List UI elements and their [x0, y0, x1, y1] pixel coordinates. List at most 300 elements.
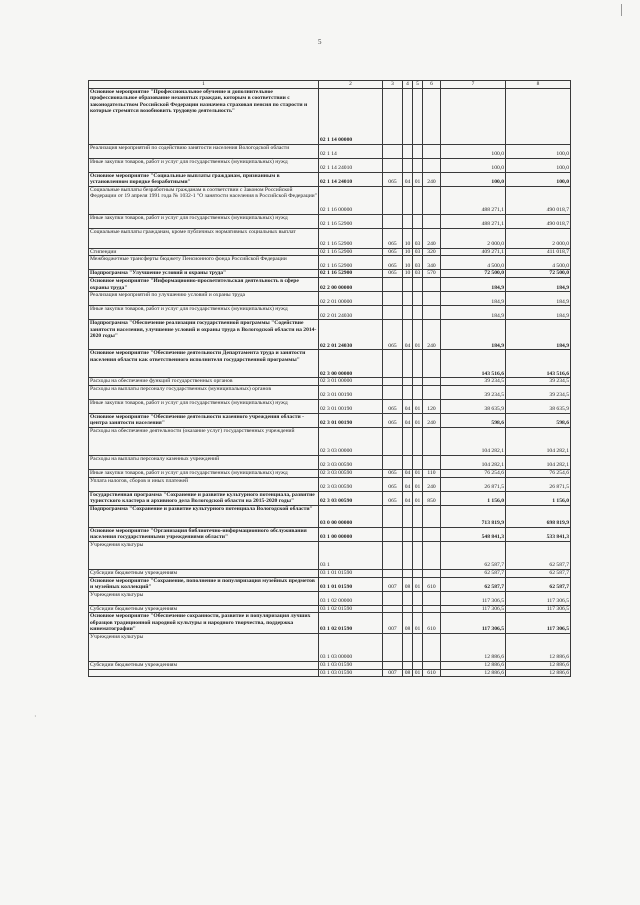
row-code: 03 1 [319, 541, 383, 569]
row-name: Основное мероприятие "Информационно-просветительская деятельность в сфере охраны труда" [89, 277, 319, 291]
row-code: 03 1 01 01590 [319, 577, 383, 591]
row-name: Расходы на выплаты персоналу казенных учреждений [89, 455, 319, 469]
row-pr [413, 605, 423, 613]
row-sum-2: 72 500,0 [506, 270, 571, 278]
table-row [89, 248, 571, 256]
row-sum-2: 117 306,5 [506, 591, 571, 605]
row-sum-2: 184,9 [506, 277, 571, 291]
row-vr: 110 [423, 469, 441, 477]
row-sum-2: 100,0 [506, 144, 571, 158]
row-sum-2: 698 819,9 [506, 505, 571, 527]
row-sum-1: 38 635,9 [441, 399, 506, 413]
row-rz [403, 527, 413, 541]
row-ved: 065 [383, 228, 403, 248]
row-rz: 10 [403, 256, 413, 270]
row-name: Основное мероприятие "Сохранение, пополнение и популяризация музейных предметов и музейных коллекций" [89, 577, 319, 591]
row-code: 02 1 16 52900 [319, 228, 383, 248]
row-rz [403, 378, 413, 386]
row-rz [403, 569, 413, 577]
row-sum-2: 100,0 [506, 172, 571, 186]
row-pr: 03 [413, 256, 423, 270]
row-vr: 240 [423, 477, 441, 491]
row-rz [403, 505, 413, 527]
row-pr [413, 277, 423, 291]
row-name: Основное мероприятие "Профессиональное обучение и дополнительное профессиональное образование незанятых граждан, которым в соответствии с законодательством Российской Федерации назначена страховая пенсия по старости и которые стремятся возобновить трудовую деятельность" [89, 88, 319, 144]
table-row [89, 591, 571, 605]
row-ved: 065 [383, 320, 403, 350]
page-number: 5 [318, 38, 322, 46]
row-name [89, 669, 319, 677]
row-rz [403, 385, 413, 399]
row-sum-1: 76 254,6 [441, 469, 506, 477]
row-code: 02 1 14 00000 [319, 88, 383, 144]
row-ved: 007 [383, 613, 403, 634]
row-sum-2: 598,6 [506, 413, 571, 427]
row-code: 02 2 00 00000 [319, 277, 383, 291]
row-ved [383, 277, 403, 291]
row-sum-1: 12 886,6 [441, 634, 506, 662]
row-pr: 01 [413, 320, 423, 350]
row-name: Межбюджетные трансферты бюджету Пенсионного фонда Российской Федерации [89, 256, 319, 270]
table-row [89, 214, 571, 228]
row-ved: 065 [383, 248, 403, 256]
col-header: 7 [441, 81, 506, 89]
row-sum-1: 2 000,0 [441, 228, 506, 248]
row-ved: 007 [383, 669, 403, 677]
row-sum-1: 117 306,5 [441, 591, 506, 605]
row-rz: 08 [403, 669, 413, 677]
row-sum-2: 38 635,9 [506, 399, 571, 413]
table-row [89, 228, 571, 248]
row-name: Иные закупки товаров, работ и услуг для государственных (муниципальных) нужд [89, 399, 319, 413]
row-pr: 03 [413, 228, 423, 248]
table-row [89, 385, 571, 399]
row-vr: 850 [423, 491, 441, 505]
row-rz [403, 186, 413, 214]
row-pr: 01 [413, 491, 423, 505]
col-header: 6 [423, 81, 441, 89]
table-row [89, 577, 571, 591]
table-row [89, 88, 571, 144]
row-name: Учреждения культуры [89, 591, 319, 605]
table-row [89, 399, 571, 413]
row-sum-2: 1 156,0 [506, 491, 571, 505]
row-rz: 04 [403, 172, 413, 186]
row-sum-1: 184,9 [441, 320, 506, 350]
row-ved [383, 186, 403, 214]
row-vr: 320 [423, 248, 441, 256]
row-vr: 610 [423, 577, 441, 591]
row-vr [423, 541, 441, 569]
row-sum-1: 104 282,1 [441, 427, 506, 455]
row-ved [383, 144, 403, 158]
row-sum-2 [506, 88, 571, 144]
table-row [89, 469, 571, 477]
row-rz: 04 [403, 491, 413, 505]
row-name: Учреждения культуры [89, 634, 319, 662]
row-sum-1: 12 886,6 [441, 662, 506, 670]
row-code: 03 1 02 01590 [319, 613, 383, 634]
row-code: 02 1 16 52900 [319, 248, 383, 256]
col-header: 8 [506, 81, 571, 89]
row-code: 03 1 03 01590 [319, 669, 383, 677]
row-vr [423, 186, 441, 214]
table-row [89, 144, 571, 158]
row-pr [413, 455, 423, 469]
row-sum-1: 39 234,5 [441, 378, 506, 386]
row-name: Иные закупки товаров, работ и услуг для государственных (муниципальных) нужд [89, 469, 319, 477]
row-rz [403, 591, 413, 605]
row-rz: 04 [403, 413, 413, 427]
row-code: 02 1 16 52900 [319, 270, 383, 278]
row-ved [383, 527, 403, 541]
table-row [89, 541, 571, 569]
col-header: 3 [383, 81, 403, 89]
row-sum-1: 104 282,1 [441, 455, 506, 469]
row-sum-2: 184,9 [506, 292, 571, 306]
row-sum-2: 62 587,7 [506, 577, 571, 591]
row-pr: 01 [413, 399, 423, 413]
row-vr [423, 455, 441, 469]
row-rz [403, 662, 413, 670]
row-name: Основное мероприятие "Организация библиотечно-информационного обслуживания населения государственными учреждениями области" [89, 527, 319, 541]
row-code: 02 3 01 00190 [319, 413, 383, 427]
row-ved [383, 427, 403, 455]
row-ved [383, 591, 403, 605]
row-pr [413, 158, 423, 172]
table-row [89, 306, 571, 320]
row-sum-2: 12 886,6 [506, 662, 571, 670]
row-sum-2: 104 282,1 [506, 455, 571, 469]
table-row [89, 292, 571, 306]
table-row [89, 256, 571, 270]
row-ved [383, 214, 403, 228]
row-pr [413, 427, 423, 455]
row-pr [413, 214, 423, 228]
row-ved [383, 662, 403, 670]
row-rz [403, 634, 413, 662]
row-ved [383, 541, 403, 569]
row-pr [413, 385, 423, 399]
row-rz [403, 292, 413, 306]
row-sum-1: 548 841,3 [441, 527, 506, 541]
row-vr [423, 158, 441, 172]
row-vr [423, 605, 441, 613]
row-ved: 065 [383, 256, 403, 270]
row-code: 02 3 01 00190 [319, 399, 383, 413]
row-code: 02 2 01 24030 [319, 306, 383, 320]
row-sum-1: 184,9 [441, 306, 506, 320]
row-code: 02 2 01 24030 [319, 320, 383, 350]
row-sum-2: 184,9 [506, 320, 571, 350]
row-code: 02 3 01 00000 [319, 378, 383, 386]
row-rz [403, 144, 413, 158]
col-header: 5 [413, 81, 423, 89]
row-ved: 065 [383, 399, 403, 413]
row-pr: 01 [413, 669, 423, 677]
row-pr: 01 [413, 413, 423, 427]
row-sum-2: 117 306,5 [506, 613, 571, 634]
row-ved [383, 569, 403, 577]
budget-table [88, 80, 571, 677]
row-sum-2: 39 234,5 [506, 378, 571, 386]
row-rz: 10 [403, 270, 413, 278]
row-pr [413, 306, 423, 320]
row-rz [403, 277, 413, 291]
table-row [89, 427, 571, 455]
row-rz: 04 [403, 469, 413, 477]
row-ved [383, 292, 403, 306]
row-code: 03 1 03 00000 [319, 634, 383, 662]
row-ved: 065 [383, 469, 403, 477]
table-row [89, 378, 571, 386]
row-rz [403, 455, 413, 469]
row-vr [423, 378, 441, 386]
row-name: Субсидии бюджетным учреждениям [89, 569, 319, 577]
row-sum-2: 184,9 [506, 306, 571, 320]
row-rz: 04 [403, 477, 413, 491]
table-row [89, 634, 571, 662]
row-vr [423, 306, 441, 320]
column-number-row [89, 81, 571, 89]
row-vr [423, 214, 441, 228]
row-name: Расходы на обеспечение функций государственных органов [89, 378, 319, 386]
row-sum-2: 533 841,3 [506, 527, 571, 541]
row-name: Основное мероприятие "Обеспечение деятельности Департамента труда и занятости населения области как ответственного исполнителя государственной программы" [89, 350, 319, 378]
row-vr: 120 [423, 399, 441, 413]
row-vr [423, 662, 441, 670]
row-rz: 04 [403, 320, 413, 350]
row-sum-2: 12 886,6 [506, 634, 571, 662]
row-sum-1: 488 271,1 [441, 186, 506, 214]
row-rz [403, 88, 413, 144]
row-vr: 570 [423, 270, 441, 278]
row-sum-1: 62 587,7 [441, 577, 506, 591]
table-row [89, 277, 571, 291]
row-code: 02 1 14 [319, 144, 383, 158]
row-ved [383, 605, 403, 613]
row-vr: 240 [423, 228, 441, 248]
row-name: Уплата налогов, сборов и иных платежей [89, 477, 319, 491]
row-code: 03 1 02 01590 [319, 605, 383, 613]
row-sum-1 [441, 88, 506, 144]
row-name: Реализация мероприятий по улучшению условий и охраны труда [89, 292, 319, 306]
row-vr [423, 88, 441, 144]
row-sum-2: 104 282,1 [506, 427, 571, 455]
table-row [89, 186, 571, 214]
row-name: Расходы на выплаты персоналу государственных (муниципальных) органов [89, 385, 319, 399]
col-header: 2 [319, 81, 383, 89]
row-name: Основное мероприятие "Социальные выплаты гражданам, признанным в установленном порядке безработными" [89, 172, 319, 186]
table-row [89, 158, 571, 172]
row-vr [423, 527, 441, 541]
row-sum-1: 100,0 [441, 172, 506, 186]
row-rz: 08 [403, 577, 413, 591]
row-rz [403, 158, 413, 172]
row-sum-1: 62 587,7 [441, 541, 506, 569]
row-code: 02 1 16 52900 [319, 256, 383, 270]
row-rz [403, 214, 413, 228]
row-vr [423, 569, 441, 577]
row-code: 03 0 00 00000 [319, 505, 383, 527]
row-sum-2: 490 018,7 [506, 214, 571, 228]
row-name: Субсидии бюджетным учреждениям [89, 605, 319, 613]
row-sum-2: 62 587,7 [506, 569, 571, 577]
row-sum-1: 488 271,1 [441, 214, 506, 228]
table-row [89, 320, 571, 350]
row-vr [423, 505, 441, 527]
row-vr: 240 [423, 320, 441, 350]
row-rz [403, 427, 413, 455]
row-vr: 610 [423, 613, 441, 634]
row-sum-1: 143 516,6 [441, 350, 506, 378]
row-pr: 03 [413, 248, 423, 256]
row-code: 02 3 00 00000 [319, 350, 383, 378]
row-sum-1: 184,9 [441, 292, 506, 306]
row-ved: 065 [383, 491, 403, 505]
row-vr [423, 144, 441, 158]
row-ved [383, 350, 403, 378]
row-sum-1: 1 156,0 [441, 491, 506, 505]
row-ved [383, 306, 403, 320]
row-pr: 01 [413, 477, 423, 491]
row-pr [413, 569, 423, 577]
row-rz: 08 [403, 613, 413, 634]
row-pr [413, 505, 423, 527]
row-vr: 340 [423, 256, 441, 270]
row-code: 02 3 03 00000 [319, 427, 383, 455]
row-sum-1: 100,0 [441, 144, 506, 158]
row-rz [403, 605, 413, 613]
row-sum-2: 100,0 [506, 158, 571, 172]
row-sum-2: 411 018,7 [506, 248, 571, 256]
table-body [89, 88, 571, 677]
row-ved [383, 505, 403, 527]
table-row [89, 662, 571, 670]
row-vr: 610 [423, 669, 441, 677]
row-pr: 01 [413, 172, 423, 186]
row-name: Социальные выплаты безработным гражданам в соответствии с Законом Российской Федерации от 19 апреля 1991 года № 1032-1 "О занятости населения в Российской Федерации" [89, 186, 319, 214]
row-rz [403, 306, 413, 320]
table-row [89, 455, 571, 469]
row-sum-2: 26 871,5 [506, 477, 571, 491]
row-sum-2: 62 587,7 [506, 541, 571, 569]
row-code: 03 1 01 01590 [319, 569, 383, 577]
row-ved: 065 [383, 270, 403, 278]
row-name: Подпрограмма "Улучшение условий и охраны труда" [89, 270, 319, 278]
row-sum-2: 4 500,0 [506, 256, 571, 270]
table-row [89, 350, 571, 378]
row-code: 02 1 14 24010 [319, 172, 383, 186]
row-name: Основное мероприятие "Обеспечение деятельности казенного учреждения области - центра занятости населения" [89, 413, 319, 427]
row-name: Стипендии [89, 248, 319, 256]
row-ved [383, 385, 403, 399]
table-row [89, 491, 571, 505]
row-code: 02 1 14 24010 [319, 158, 383, 172]
row-sum-2: 76 254,6 [506, 469, 571, 477]
row-ved [383, 455, 403, 469]
scan-mark [621, 4, 622, 16]
row-pr [413, 541, 423, 569]
row-code: 02 1 16 00000 [319, 186, 383, 214]
row-pr [413, 292, 423, 306]
row-ved: 065 [383, 413, 403, 427]
row-sum-1: 26 871,5 [441, 477, 506, 491]
row-ved: 065 [383, 477, 403, 491]
row-code: 02 1 16 52900 [319, 214, 383, 228]
row-name: Подпрограмма "Сохранение и развитие культурного потенциала Вологодской области" [89, 505, 319, 527]
row-name: Подпрограмма "Обеспечение реализации государственной программы "Содействие занятости населения, улучшение условий и охраны труда в Вологодской области на 2014-2020 годы" [89, 320, 319, 350]
row-rz: 10 [403, 248, 413, 256]
row-name: Расходы на обеспечение деятельности (оказание услуг) государственных учреждений [89, 427, 319, 455]
row-sum-1: 117 306,5 [441, 613, 506, 634]
row-name: Государственная программа "Сохранение и развитие культурного потенциала, развитие туристского кластера и архивного дела Вологодской области на 2015-2020 годы" [89, 491, 319, 505]
row-pr [413, 378, 423, 386]
row-name: Учреждения культуры [89, 541, 319, 569]
table-row [89, 527, 571, 541]
row-pr: 03 [413, 270, 423, 278]
row-code: 02 3 03 00590 [319, 491, 383, 505]
row-rz: 04 [403, 399, 413, 413]
row-rz [403, 541, 413, 569]
row-code: 02 3 03 00590 [319, 455, 383, 469]
table-row [89, 669, 571, 677]
row-vr: 240 [423, 413, 441, 427]
row-pr [413, 527, 423, 541]
table-row [89, 605, 571, 613]
row-name: Иные закупки товаров, работ и услуг для государственных (муниципальных) нужд [89, 158, 319, 172]
row-pr: 01 [413, 577, 423, 591]
row-vr [423, 385, 441, 399]
row-pr [413, 591, 423, 605]
row-ved [383, 88, 403, 144]
row-code: 02 3 03 00590 [319, 477, 383, 491]
row-vr [423, 591, 441, 605]
row-sum-1: 409 271,1 [441, 248, 506, 256]
row-sum-2: 2 000,0 [506, 228, 571, 248]
row-name: Иные закупки товаров, работ и услуг для государственных (муниципальных) нужд [89, 214, 319, 228]
row-vr: 240 [423, 172, 441, 186]
table-row [89, 569, 571, 577]
row-code: 02 2 01 00000 [319, 292, 383, 306]
row-name: Реализация мероприятий по содействию занятости населения Вологодской области [89, 144, 319, 158]
row-pr: 01 [413, 469, 423, 477]
row-pr [413, 186, 423, 214]
row-ved: 065 [383, 172, 403, 186]
col-header: 4 [403, 81, 413, 89]
row-pr: 01 [413, 613, 423, 634]
row-sum-2: 12 886,6 [506, 669, 571, 677]
row-vr [423, 634, 441, 662]
table-row [89, 270, 571, 278]
row-ved [383, 158, 403, 172]
row-sum-1: 62 587,7 [441, 569, 506, 577]
row-sum-1: 39 234,5 [441, 385, 506, 399]
row-vr [423, 292, 441, 306]
table-row [89, 413, 571, 427]
row-pr [413, 634, 423, 662]
row-ved: 007 [383, 577, 403, 591]
row-vr [423, 350, 441, 378]
row-sum-1: 184,9 [441, 277, 506, 291]
row-rz [403, 350, 413, 378]
row-sum-1: 12 886,6 [441, 669, 506, 677]
row-code: 03 1 03 01590 [319, 662, 383, 670]
row-code: 02 3 03 00590 [319, 469, 383, 477]
col-header: 1 [89, 81, 319, 89]
row-sum-1: 598,6 [441, 413, 506, 427]
table-row [89, 613, 571, 634]
